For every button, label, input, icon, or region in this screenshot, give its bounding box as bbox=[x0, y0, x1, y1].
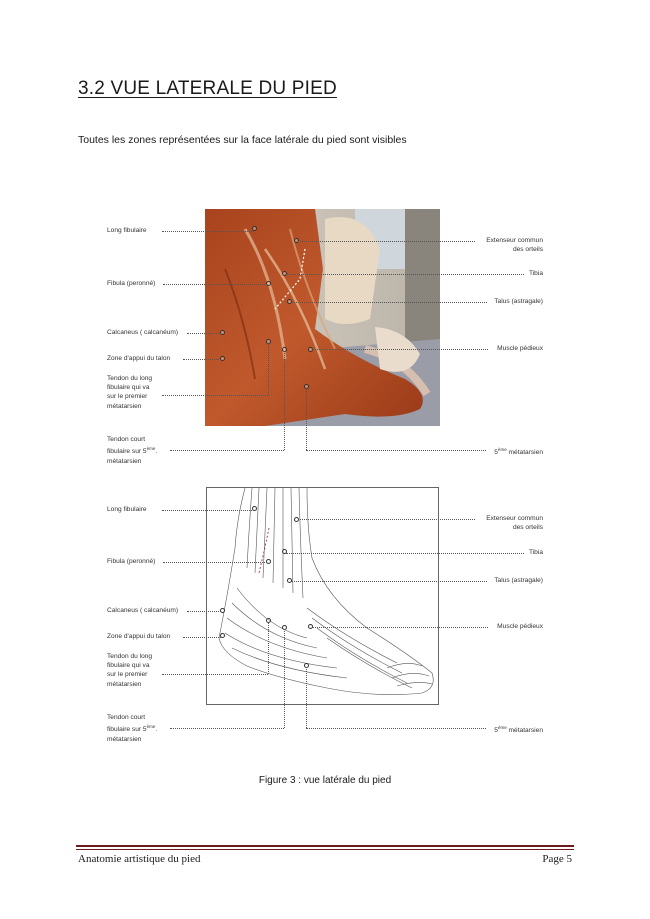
label-line: métatarsien bbox=[506, 449, 543, 457]
leader bbox=[170, 728, 284, 729]
leader bbox=[312, 627, 488, 628]
leader bbox=[286, 553, 524, 554]
label-line: fibulaire sur 5 bbox=[107, 448, 147, 456]
photo-label-calcaneus: Calcaneus ( calcanéum) bbox=[107, 329, 179, 336]
leader bbox=[183, 359, 221, 360]
label-line: Tendon du long bbox=[107, 375, 153, 382]
leader bbox=[268, 343, 269, 395]
drawing-label-fibula: Fibula (peronné) bbox=[107, 558, 156, 565]
drawing-label-extenseur bbox=[486, 514, 543, 532]
label-line: . bbox=[155, 448, 158, 456]
page-number: Page 5 bbox=[542, 853, 572, 865]
label-sup: ème bbox=[146, 724, 156, 730]
leader bbox=[183, 637, 221, 638]
leader bbox=[306, 450, 486, 451]
leader bbox=[291, 302, 487, 303]
label-line: Extenseur commun bbox=[486, 237, 543, 244]
leader bbox=[284, 351, 285, 450]
leader bbox=[268, 622, 269, 674]
label-sup: ème bbox=[497, 725, 507, 730]
drawing-label-long-fibulaire: Long fibulaire bbox=[107, 506, 147, 513]
photo-label-tendon-long bbox=[107, 374, 152, 411]
label-line: métatarsien bbox=[107, 457, 142, 465]
drawing-label-metatarsien5 bbox=[494, 723, 543, 735]
photo-label-tendon-court bbox=[107, 435, 157, 466]
label-line: métatarsien bbox=[107, 402, 142, 410]
label-line: 5 bbox=[494, 727, 498, 735]
label-line: métatarsien bbox=[107, 680, 142, 688]
leader bbox=[162, 395, 268, 396]
drawing-label-talus: Talus (astragale) bbox=[494, 577, 543, 584]
leader bbox=[291, 581, 487, 582]
label-line: Tendon court bbox=[107, 714, 146, 721]
label-sup: ème bbox=[146, 446, 156, 452]
label-line: fibulaire sur 5 bbox=[107, 726, 147, 734]
section-title: 3.2 VUE LATERALE DU PIED bbox=[78, 78, 337, 99]
label-line: métatarsien bbox=[107, 735, 142, 743]
label-line: fibulaire qui va bbox=[107, 384, 150, 392]
figure-caption: Figure 3 : vue latérale du pied bbox=[258, 775, 392, 786]
leader bbox=[187, 333, 221, 334]
drawing-label-tendon-court bbox=[107, 713, 157, 744]
leader bbox=[187, 611, 221, 612]
intro-text: Toutes les zones représentées sur la face latérale du pied sont visibles bbox=[78, 134, 407, 146]
leader bbox=[306, 728, 486, 729]
drawing-label-tibia: Tibia bbox=[528, 549, 543, 556]
footer-title: Anatomie artistique du pied bbox=[78, 853, 201, 865]
photo-label-tibia: Tibia bbox=[528, 270, 543, 277]
label-line: métatarsien bbox=[506, 727, 543, 735]
label-line: 5 bbox=[494, 449, 498, 457]
leader bbox=[286, 274, 524, 275]
label-line: Tendon du long bbox=[107, 653, 153, 660]
leader bbox=[163, 284, 267, 285]
leader bbox=[162, 231, 254, 232]
label-line: Tendon court bbox=[107, 436, 146, 443]
footer-rule bbox=[76, 845, 574, 847]
leader bbox=[170, 450, 284, 451]
photo-label-fibula: Fibula (peronné) bbox=[107, 280, 156, 287]
photo-label-extenseur bbox=[486, 236, 543, 254]
footer-rule bbox=[76, 849, 574, 850]
leader bbox=[298, 519, 475, 520]
label-line: sur le premier bbox=[107, 671, 148, 679]
photo-label-zone-appui: Zone d'appui du talon bbox=[107, 355, 171, 362]
leader bbox=[162, 510, 254, 511]
leader bbox=[306, 667, 307, 728]
leader bbox=[298, 241, 475, 242]
leader bbox=[284, 629, 285, 728]
label-line: des orteils bbox=[512, 246, 543, 254]
label-line: sur le premier bbox=[107, 393, 148, 401]
drawing-label-tendon-long bbox=[107, 652, 152, 689]
leader bbox=[312, 349, 488, 350]
label-line: . bbox=[155, 726, 158, 734]
photo-label-pedieux: Muscle pédieux bbox=[497, 345, 543, 352]
label-line: des orteils bbox=[512, 524, 543, 532]
label-line: fibulaire qui va bbox=[107, 662, 150, 670]
photo-label-talus: Talus (astragale) bbox=[494, 298, 543, 305]
drawing-label-calcaneus: Calcaneus ( calcanéum) bbox=[107, 607, 179, 614]
drawing-label-pedieux: Muscle pédieux bbox=[497, 623, 543, 630]
photo-label-metatarsien5 bbox=[494, 445, 543, 457]
label-sup: ème bbox=[497, 447, 507, 452]
leader bbox=[306, 388, 307, 450]
label-line: Extenseur commun bbox=[486, 515, 543, 522]
photo-label-long-fibulaire: Long fibulaire bbox=[107, 227, 147, 234]
drawing-label-zone-appui: Zone d'appui du talon bbox=[107, 633, 171, 640]
leader bbox=[163, 562, 267, 563]
leader bbox=[162, 674, 268, 675]
